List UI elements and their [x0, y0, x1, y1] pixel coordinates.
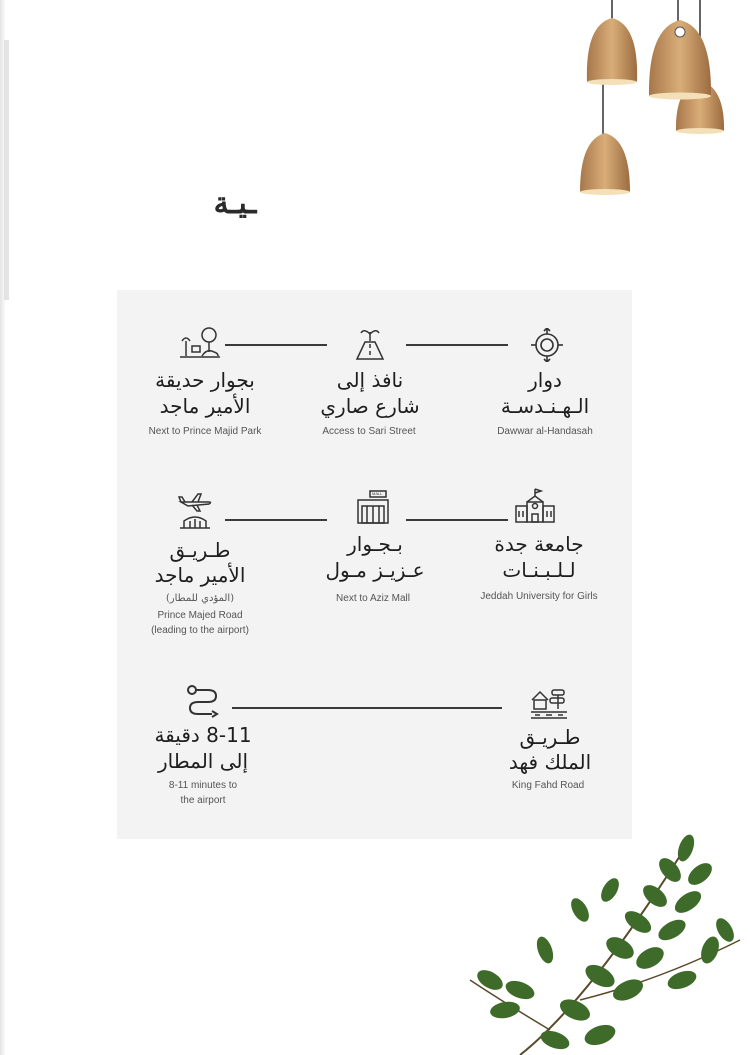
f3-subtitle: Next to Prince Majid Park	[148, 426, 262, 437]
f4-title-line2: لـلـبـنـات	[502, 558, 576, 582]
row1-divider-left	[225, 344, 327, 346]
row2-divider-right	[406, 519, 508, 521]
f5-subtitle: Next to Aziz Mall	[336, 593, 410, 604]
f7-title-line2: الملك فهد	[508, 750, 592, 774]
row2-divider-left	[225, 519, 327, 521]
f3-title-line2: الأمير ماجد	[159, 394, 251, 418]
f8-title-line2: إلى المطار	[157, 749, 249, 773]
roundabout-icon	[530, 328, 564, 362]
f7-title-line1: طـريـق	[519, 725, 581, 749]
f3-title-line1: بجوار حديقة	[155, 368, 255, 392]
university-icon	[514, 488, 556, 522]
airplane-icon	[178, 492, 212, 526]
f5-title-line2: عـزيـز مـول	[325, 558, 425, 582]
row3-divider	[232, 707, 502, 709]
f2-title-line2: شارع صاري	[320, 394, 420, 418]
f1-subtitle: Dawwar al-Handasah	[497, 426, 593, 437]
f2-title-line1: نافذ إلى	[336, 368, 404, 392]
home-road-icon	[530, 686, 568, 720]
mall-sign-text: MALL	[372, 491, 383, 496]
park-icon	[180, 326, 214, 360]
mall-icon	[356, 490, 390, 524]
f6-title-line1: طـريـق	[169, 538, 231, 562]
page-heading-fragment: ـيـة	[213, 186, 257, 221]
f5-title-line1: بـجـوار	[347, 532, 403, 556]
route-icon	[186, 684, 220, 718]
f8-title-line1: 8-11 دقيقة	[154, 723, 252, 747]
f6-title-line2: الأمير ماجد	[154, 563, 246, 587]
page-edge-fold	[4, 40, 9, 300]
pendant-lamps-decoration	[570, 0, 750, 200]
f1-title-line2: الـهـنـدسـة	[500, 394, 590, 418]
f1-title-line1: دوار	[528, 368, 562, 392]
f7-subtitle: King Fahd Road	[511, 780, 585, 791]
row1-divider-right	[406, 344, 508, 346]
f6-subtitle-line2: (leading to the airport)	[151, 625, 249, 636]
leaf-branch-decoration	[460, 830, 750, 1055]
f8-subtitle-line2: the airport	[180, 795, 226, 806]
f6-subtitle-line1: Prince Majed Road	[157, 610, 243, 621]
f4-subtitle: Jeddah University for Girls	[480, 591, 598, 602]
road-icon	[353, 326, 387, 360]
f6-note-ar: (المؤدي للمطار)	[165, 593, 235, 604]
f4-title-line1: جامعة جدة	[494, 532, 584, 556]
f2-subtitle: Access to Sari Street	[322, 426, 416, 437]
f8-subtitle-line1: 8-11 minutes to	[168, 780, 238, 791]
